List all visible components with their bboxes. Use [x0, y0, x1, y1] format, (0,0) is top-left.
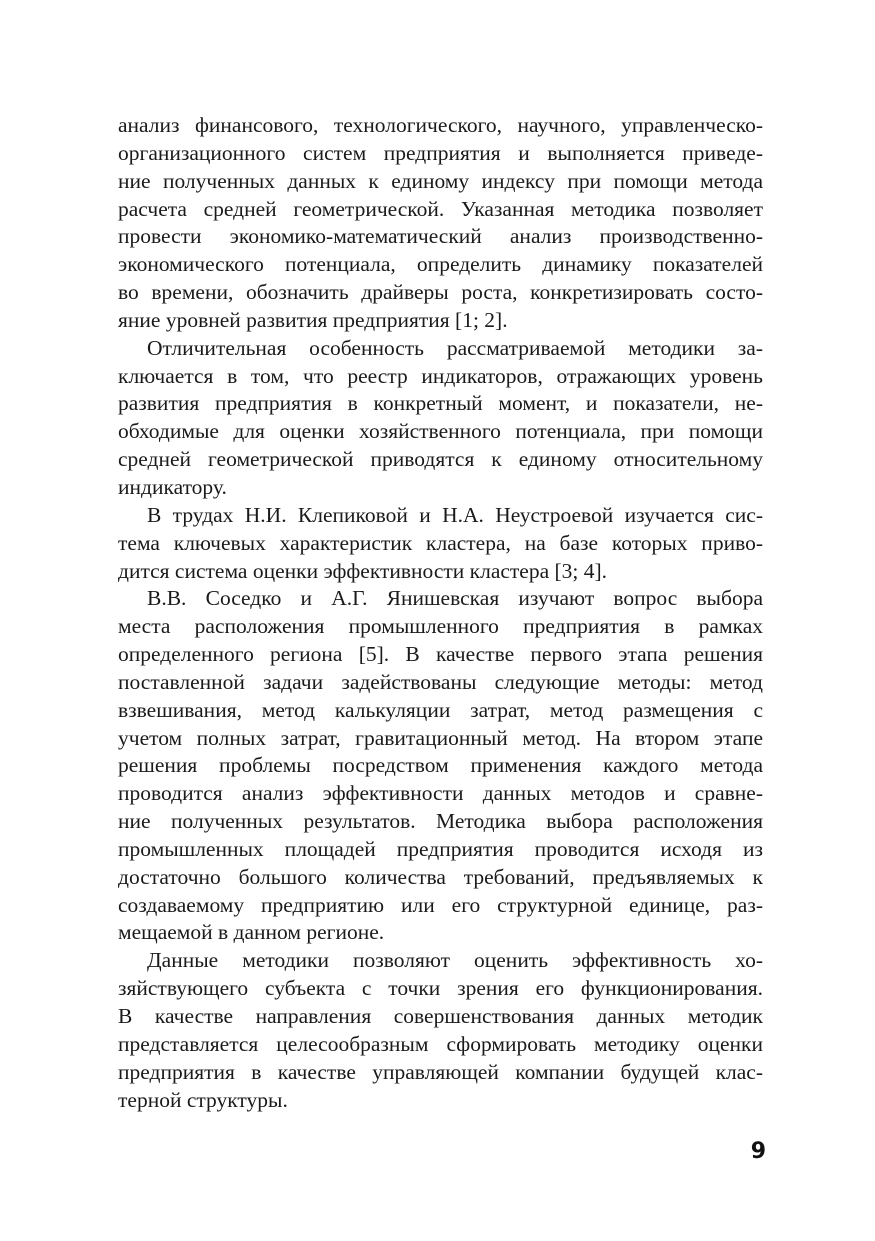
text-line: промышленных площадей предприятия проводится исходя из: [118, 836, 763, 861]
text-line: экономического потенциала, определить динамику показателей: [118, 252, 763, 277]
text-line: представляется целесообразным сформировать методику оценки: [118, 1031, 763, 1056]
text-line: В качестве направления совершенствования данных методик: [118, 1004, 763, 1028]
paragraph: [118, 585, 763, 947]
text-line: В трудах Н.И. Клепиковой и Н.А. Неустроевой изучается сис-: [147, 502, 763, 527]
text-line: ние полученных результатов. Методика выбора расположения: [118, 809, 763, 834]
text-line: провести экономико-математический анализ производственно-: [118, 224, 763, 249]
page-number: 9: [750, 1139, 766, 1164]
paragraph: [118, 335, 763, 502]
text-line: средней геометрической приводятся к единому относительному: [118, 447, 763, 472]
text-line: организационного систем предприятия и выполняется приведе-: [118, 140, 763, 165]
text-line: учетом полных затрат, гравитационный метод. На втором этапе: [118, 725, 763, 750]
text-line: Данные методики позволяют оценить эффективность хо-: [147, 948, 763, 973]
text-line: достаточно большого количества требований, предъявляемых к: [118, 864, 763, 889]
text-line: Отличительная особенность рассматриваемой методики за-: [147, 335, 763, 360]
text-line: мещаемой в данном регионе.: [118, 920, 385, 945]
text-line: во времени, обозначить драйверы роста, конкретизировать состо-: [118, 280, 763, 305]
text-line: дится система оценки эффективности кластера [3; 4].: [118, 558, 608, 583]
text-line: тема ключевых характеристик кластера, на базе которых приво-: [118, 530, 763, 555]
text-line: проводится анализ эффективности данных методов и сравне-: [118, 781, 763, 806]
text-line: яние уровней развития предприятия [1; 2].: [118, 307, 508, 332]
text-line: создаваемому предприятию или его структурной единице, раз-: [118, 892, 763, 917]
text-line: зяйствующего субъекта с точки зрения его функционирования.: [118, 976, 763, 1001]
text-line: места расположения промышленного предприятия в рамках: [118, 614, 763, 639]
text-line: определенного региона [5]. В качестве первого этапа решения: [118, 642, 763, 667]
paragraph: [118, 502, 763, 586]
text-line: решения проблемы посредством применения каждого метода: [118, 753, 763, 778]
text-line: В.В. Соседко и А.Г. Янишевская изучают вопрос выбора: [147, 586, 763, 611]
text-line: ние полученных данных к единому индексу при помощи метода: [118, 168, 763, 193]
paragraph: [118, 947, 763, 1114]
text-line: анализ финансового, технологического, научного, управленческо-: [118, 113, 763, 137]
page-body: [118, 112, 763, 1114]
text-line: индикатору.: [118, 474, 227, 499]
text-line: предприятия в качестве управляющей компании будущей клас-: [118, 1059, 763, 1084]
text-line: терной структуры.: [118, 1087, 288, 1112]
text-line: взвешивания, метод калькуляции затрат, метод размещения с: [118, 697, 763, 722]
paragraph: [118, 112, 763, 335]
text-line: ключается в том, что реестр индикаторов, отражающих уровень: [118, 363, 763, 388]
text-line: развития предприятия в конкретный момент, и показатели, не-: [118, 391, 763, 416]
text-line: расчета средней геометрической. Указанная методика позволяет: [118, 196, 763, 221]
text-line: обходимые для оценки хозяйственного потенциала, при помощи: [118, 419, 763, 444]
text-line: поставленной задачи задействованы следующие методы: метод: [118, 669, 763, 694]
